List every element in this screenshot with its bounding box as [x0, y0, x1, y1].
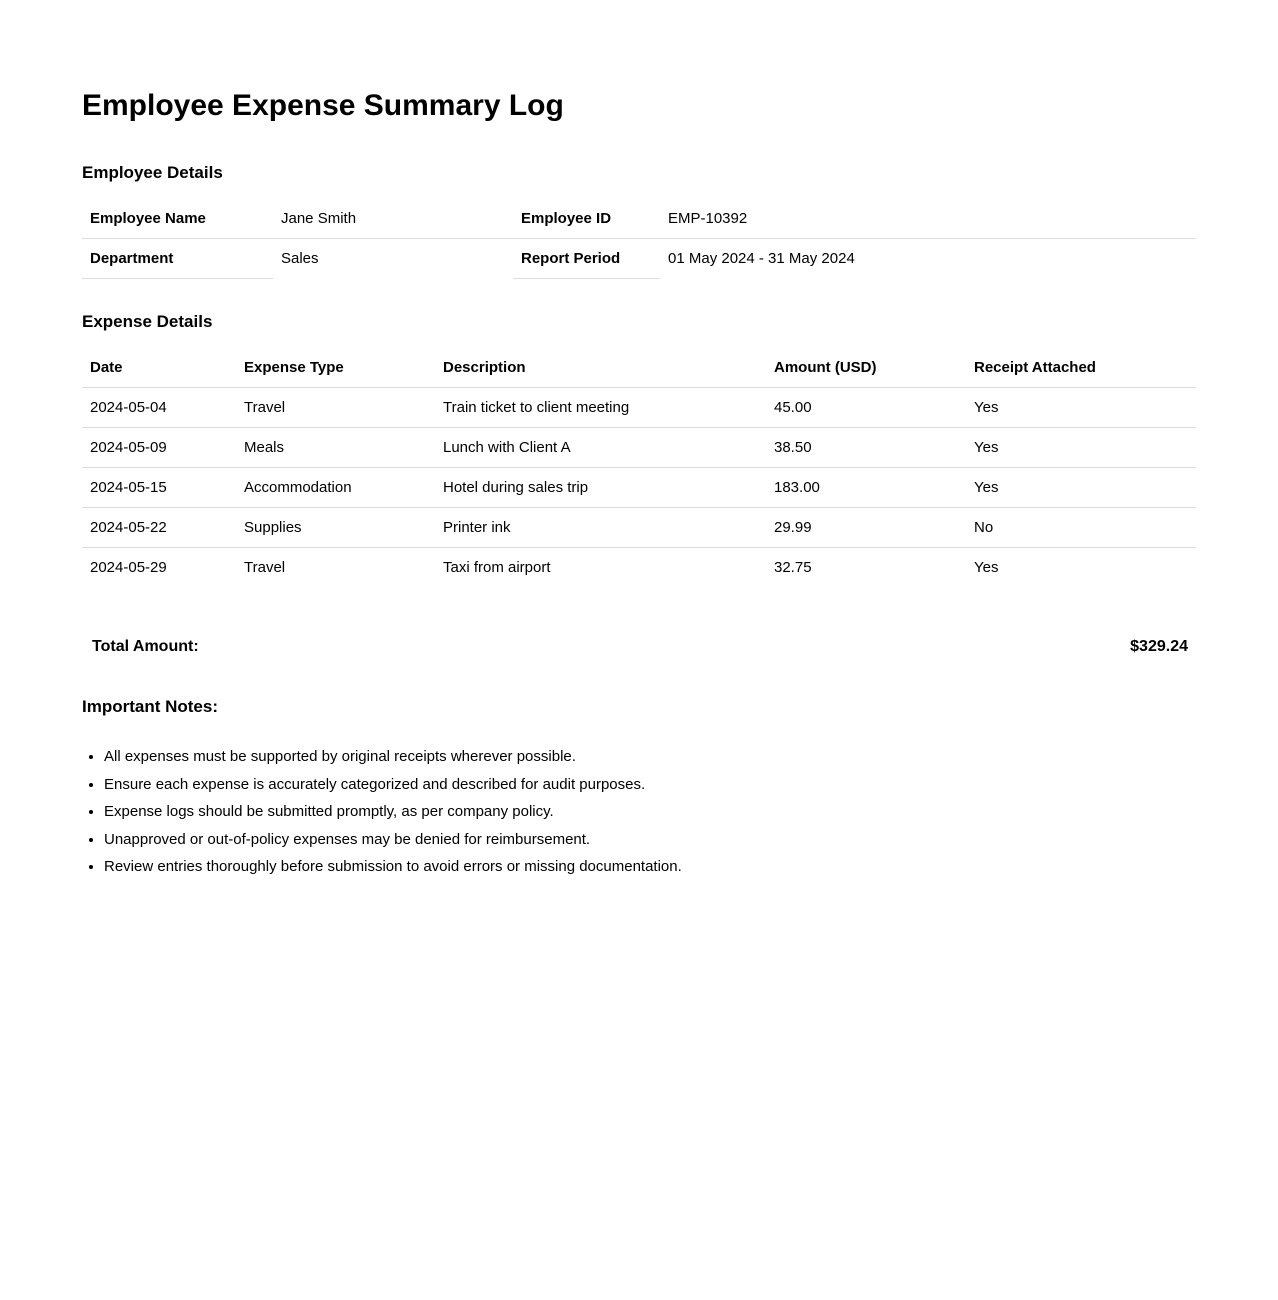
cell-date: 2024-05-22	[82, 508, 236, 548]
expense-table-header-row	[82, 348, 1196, 388]
cell-receipt: No	[966, 508, 1196, 548]
table-row	[82, 428, 1196, 468]
page-title: Employee Expense Summary Log	[82, 89, 564, 122]
cell-description: Lunch with Client A	[435, 428, 766, 468]
cell-amount: 38.50	[766, 428, 966, 468]
report-period-label: Report Period	[513, 239, 660, 279]
cell-amount: 183.00	[766, 468, 966, 508]
column-header-expense-type: Expense Type	[236, 348, 435, 388]
list-item: • Ensure each expense is accurately categorized and described for audit purposes.	[104, 771, 1196, 799]
list-item: • Review entries thoroughly before submission to avoid errors or missing documentation.	[104, 853, 1196, 881]
column-header-receipt: Receipt Attached	[966, 348, 1196, 388]
cell-expense-type: Accommodation	[236, 468, 435, 508]
employee-id-value: EMP-10392	[660, 199, 1196, 239]
cell-date: 2024-05-04	[82, 388, 236, 428]
expense-table	[82, 348, 1196, 587]
employee-name-value: Jane Smith	[273, 199, 513, 239]
department-value: Sales	[281, 250, 319, 268]
cell-expense-type: Supplies	[236, 508, 435, 548]
list-item: • Expense logs should be submitted promptly, as per company policy.	[104, 798, 1196, 826]
table-row	[82, 468, 1196, 508]
cell-description: Train ticket to client meeting	[435, 388, 766, 428]
cell-receipt: Yes	[966, 468, 1196, 508]
department-label: Department	[82, 239, 273, 279]
cell-expense-type: Travel	[244, 559, 286, 576]
employee-details-row	[82, 199, 1196, 239]
total-amount-row	[82, 637, 1196, 657]
cell-receipt: Yes	[974, 559, 999, 576]
total-amount-value: $329.24	[1130, 638, 1188, 655]
cell-receipt: Yes	[966, 428, 1196, 468]
cell-expense-type: Travel	[236, 388, 435, 428]
notes-list	[82, 743, 1196, 881]
column-header-amount: Amount (USD)	[766, 348, 966, 388]
table-row	[82, 508, 1196, 548]
table-row	[82, 548, 1196, 588]
list-item: • All expenses must be supported by original receipts wherever possible.	[104, 743, 1196, 771]
list-item: • Unapproved or out-of-policy expenses may be denied for reimbursement.	[104, 826, 1196, 854]
cell-date: 2024-05-15	[82, 468, 236, 508]
table-row	[82, 388, 1196, 428]
cell-date: 2024-05-09	[82, 428, 236, 468]
cell-description: Hotel during sales trip	[435, 468, 766, 508]
report-period-value: 01 May 2024 - 31 May 2024	[668, 250, 855, 268]
employee-details-heading: Employee Details	[82, 163, 223, 182]
cell-date: 2024-05-29	[90, 559, 167, 576]
cell-description: Taxi from airport	[443, 559, 551, 576]
cell-amount: 45.00	[766, 388, 966, 428]
cell-description: Printer ink	[435, 508, 766, 548]
total-amount-label: Total Amount:	[92, 638, 199, 655]
cell-expense-type: Meals	[236, 428, 435, 468]
important-notes-heading: Important Notes:	[82, 697, 218, 716]
cell-receipt: Yes	[966, 388, 1196, 428]
cell-amount: 29.99	[766, 508, 966, 548]
column-header-date: Date	[82, 348, 236, 388]
employee-details-row	[82, 239, 1196, 279]
employee-id-label: Employee ID	[513, 199, 660, 239]
column-header-description: Description	[435, 348, 766, 388]
expense-details-heading: Expense Details	[82, 312, 213, 331]
cell-amount: 32.75	[774, 559, 812, 576]
employee-name-label: Employee Name	[82, 199, 273, 239]
employee-details-table	[82, 199, 1196, 279]
